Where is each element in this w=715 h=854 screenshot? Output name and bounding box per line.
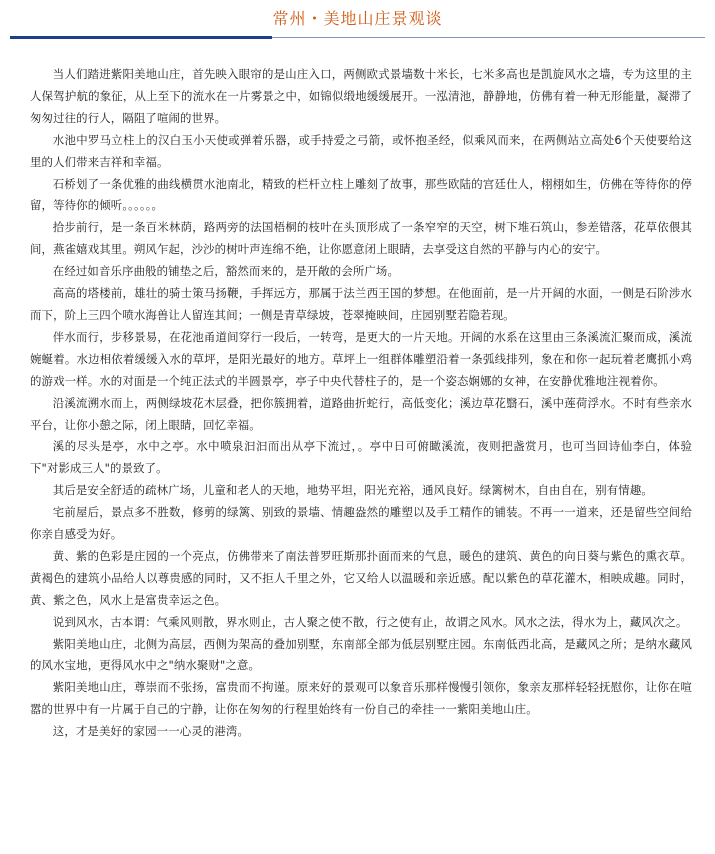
paragraph: 沿溪流溯水而上，两侧绿坡花木层叠，把你簇拥着，道路曲折蛇行，高低变化；溪边草花翳石，溪中莲荷浮水。不时有些亲水平台，让你小憩之际，闭上眼睛，回忆幸福。 [30, 395, 692, 432]
title-underline-light [272, 37, 705, 38]
paragraph: 水池中罗马立柱上的汉白玉小天使或弹着乐器，或手持爱之弓箭，或怀抱圣经，似乘风而来，在两侧站立高处6个天使要给这里的人们带来吉祥和幸福。 [30, 132, 692, 169]
paragraph: 黄、紫的色彩是庄园的一个亮点，仿佛带来了南法普罗旺斯那扑面而来的气息，暖色的建筑、黄色的向日葵与紫色的熏衣草。黄褐色的建筑小品给人以尊贵感的同时，又不拒人千里之外，它又给人以温暖和亲近感。配以紫色的草花灌木，相映成趣。同时，黄、紫之色，风水上是富贵幸运之色。 [30, 548, 692, 607]
paragraph: 溪的尽头是亭，水中之亭。水中喷泉汩汩而出从亭下流过，。亭中日可俯瞰溪流，夜则把盏赏月，也可当回诗仙李白，体验下"对影成三人"的景致了。 [30, 439, 692, 476]
paragraph: 紫阳美地山庄，北侧为高层，西侧为架高的叠加别墅，东南部全部为低层别墅庄园。东南低西北高，是藏风之所；是纳水藏风的风水宝地，更得风水中之"纳水聚财"之意。 [30, 636, 692, 673]
article-body [30, 64, 692, 743]
page-title: 常州・美地山庄景观谈 [272, 9, 443, 28]
paragraph: 说到风水，古本谓：气乘风则散，界水则止，古人聚之使不散，行之使有止，故谓之风水。风水之法，得水为上，藏风次之。 [52, 614, 688, 629]
paragraph: 紫阳美地山庄，尊崇而不张扬，富贵而不拘谨。原来好的景观可以象音乐那样慢慢引领你，象亲友那样轻轻抚慰你，让你在喧嚣的世界中有一片属于自己的宁静，让你在匆匆的行程里始终有一份自己的牵挂一一紫阳美地山庄。 [30, 680, 692, 717]
paragraph: 伴水而行，步移景易，在花池甬道间穿行一段后，一转弯，是更大的一片天地。开阔的水系在这里由三条溪流汇聚而成，溪流婉蜒着。水边相依着缓缓入水的草坪，是阳光最好的地方。草坪上一组群体雕塑沿着一条弧线排列，象在和你一起玩着老鹰抓小鸡的游戏一样。水的对面是一个纯正法式的半圆景亭，亭子中央代替柱子的，是一个姿态娴娜的女神，在安静优雅地注视着你。 [30, 329, 692, 388]
paragraph: 高高的塔楼前，雄壮的骑士策马扬鞭，手挥远方，那属于法兰西王国的梦想。在他面前，是一片开阔的水面，一侧是石阶涉水而下，阶上三四个喷水海兽让人留连其间；一侧是青草绿坡，苍翠掩映间，庄园别墅若隐若现。 [30, 286, 692, 322]
paragraph: 其后是安全舒适的疏林广场，儿童和老人的天地，地势平坦，阳光充裕，通风良好。绿篱树木，自由自在，别有情趣。 [52, 483, 653, 498]
paragraph: 这，才是美好的家园一一心灵的港湾。 [52, 724, 249, 739]
paragraph: 当人们踏进紫阳美地山庄，首先映入眼帘的是山庄入口，两侧欧式景墙数十米长，七米多高也是凯旋风水之墙，专为这里的主人保驾护航的象征，从上至下的流水在一片雾景之中，如锦似缎地缓缓展开。一泓清池，静静地，仿佛有着一种无形能量，凝滞了匆匆过往的行人，隔阻了喧闹的世界。 [30, 67, 692, 125]
paragraph: 宅前屋后，景点多不胜数，修剪的绿篱、别致的景墙、情趣盎然的雕塑以及手工精作的铺装。不再一一道来，还是留些空间给你亲自感受为好。 [30, 505, 692, 542]
paragraph: 拾步前行，是一条百米林荫，路两旁的法国梧桐的枝叶在头顶形成了一条窄窄的天空，树下堆石筑山，参差错落，花草依偎其间，燕雀嬉戏其里。朔风乍起，沙沙的树叶声连绵不绝，让你愿意闭上眼睛，去享受这自然的平静与内心的安宁。 [30, 220, 692, 257]
paragraph: 石桥划了一条优雅的曲线横贯水池南北，精致的栏杆立柱上雕刻了故事，那些欧陆的宫廷仕人，栩栩如生，仿佛在等待你的停留，等待你的倾听。。。。。。 [30, 176, 692, 213]
title-underline-dark [10, 36, 272, 39]
paragraph: 在经过如音乐序曲般的铺垫之后，豁然而来的，是开敞的会所广场。 [52, 264, 400, 279]
